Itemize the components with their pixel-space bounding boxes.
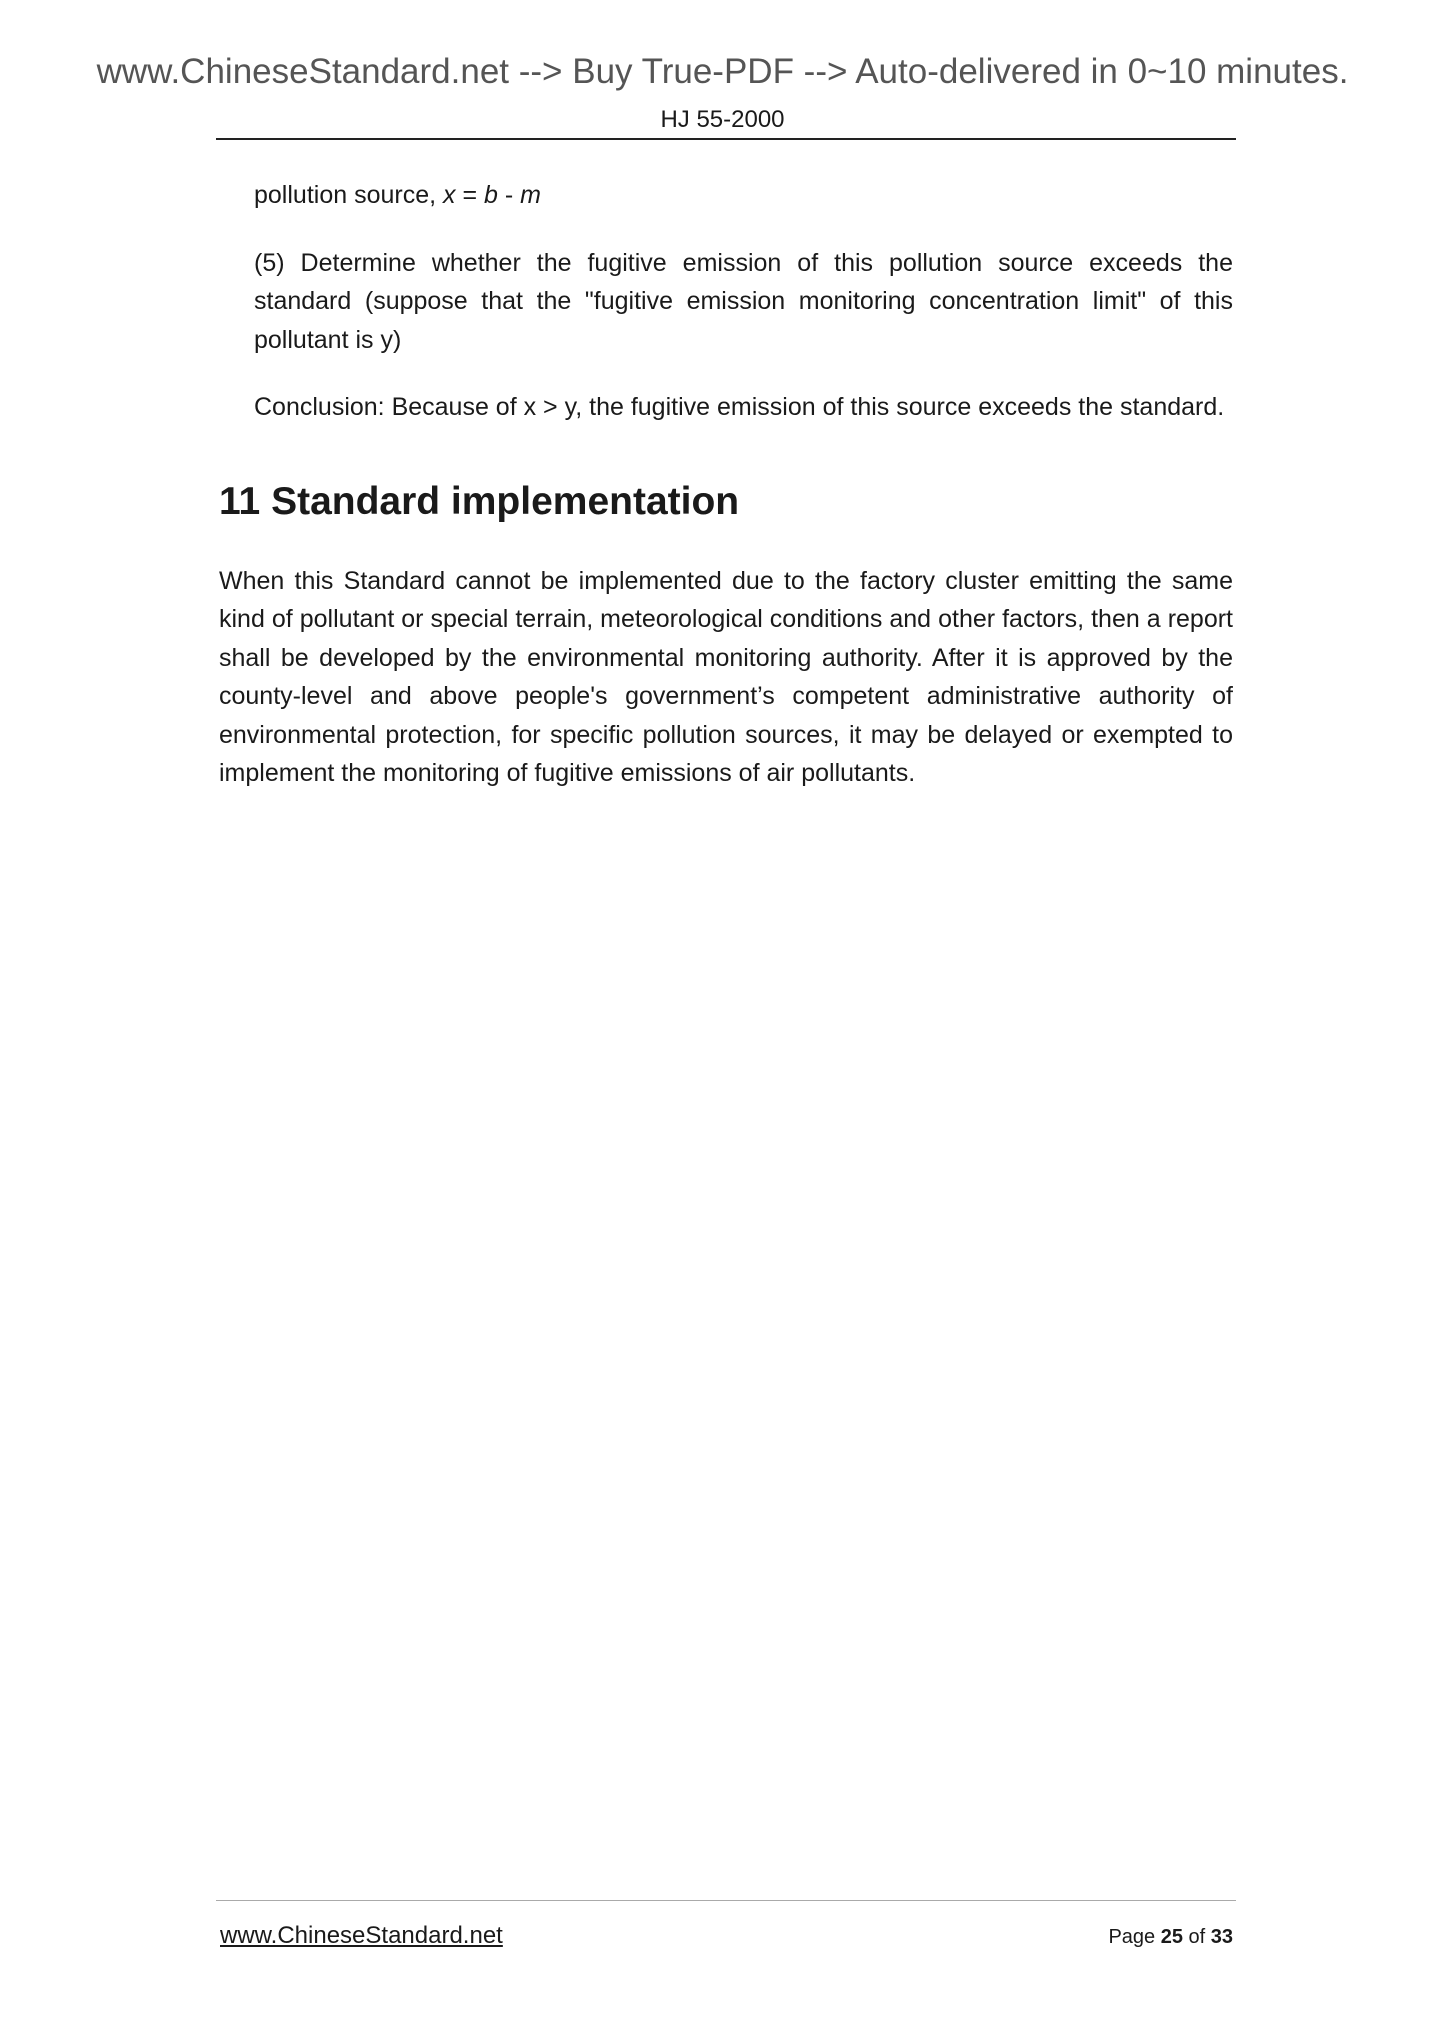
formula-equals: =	[455, 181, 485, 209]
document-code: HJ 55-2000	[660, 106, 785, 133]
section-heading: 11 Standard implementation	[219, 479, 740, 523]
page-prefix: Page	[1108, 1926, 1161, 1948]
footer-site-link[interactable]: www.ChineseStandard.net	[220, 1922, 503, 1949]
conclusion-paragraph: Conclusion: Because of x > y, the fugitive emission of this source exceeds the standard.	[254, 393, 1225, 421]
page-number	[1108, 1926, 1233, 1949]
page-content	[219, 176, 1233, 793]
page-total: 33	[1210, 1926, 1233, 1948]
formula-line	[219, 176, 1233, 215]
step-5-paragraph: (5) Determine whether the fugitive emission of this pollution source exceeds the standard (suppose that the "fugitive emission monitoring concentration limit" of this pollutant is y)	[254, 248, 1233, 354]
section-paragraph: When this Standard cannot be implemented due to the factory cluster emitting the same kind of pollutant or special terrain, meteorological conditions and other factors, then a report shall be developed by the environmental monitoring authority. After it is approved by the county-level and above people's government’s competent administrative authority of environmental protection, for specific pollution sources, it may be delayed or exempted to implement the monitoring of fugitive emissions of air pollutants.	[219, 566, 1233, 787]
formula-m: m	[520, 181, 541, 209]
formula-b: b	[484, 181, 498, 209]
footer-divider	[216, 1900, 1236, 1901]
page-of: of	[1182, 1926, 1211, 1948]
header-divider	[216, 138, 1236, 140]
formula-x: x	[443, 181, 456, 209]
page-current: 25	[1160, 1926, 1183, 1948]
formula-prefix: pollution source,	[254, 181, 444, 209]
formula-minus: -	[497, 181, 521, 209]
site-banner[interactable]: www.ChineseStandard.net --> Buy True-PDF --> Auto-delivered in 0~10 minutes.	[96, 52, 1349, 91]
